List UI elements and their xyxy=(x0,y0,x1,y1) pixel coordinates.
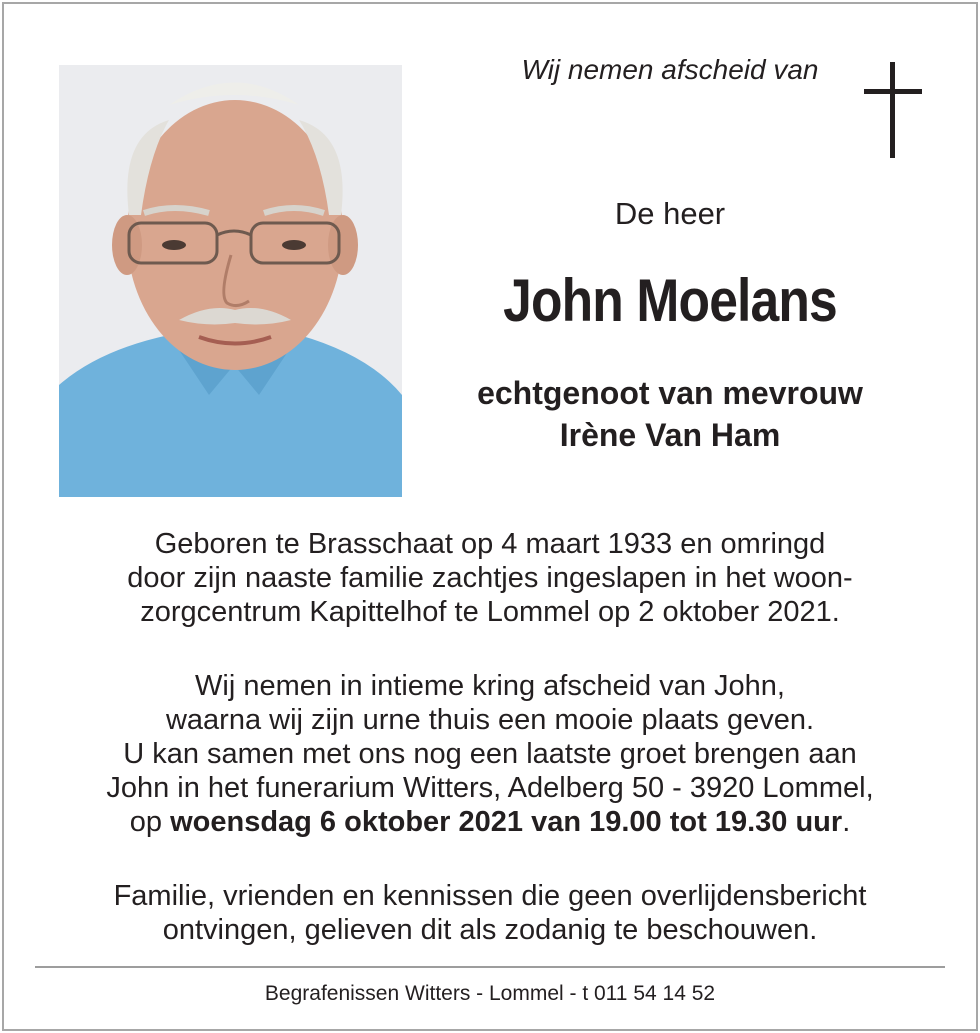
paragraph-line: U kan samen met ons nog een laatste groet brengen aan xyxy=(123,738,857,770)
paragraph-line: Familie, vrienden en kennissen die geen overlijdensbericht xyxy=(113,880,867,912)
notice-paragraph xyxy=(40,879,940,947)
deceased-name: John Moelans xyxy=(503,267,837,334)
farewell-paragraph xyxy=(40,669,940,839)
portrait-photo xyxy=(59,65,402,497)
paragraph-line: door zijn naaste familie zachtjes ingeslapen in het woon- xyxy=(127,562,853,594)
paragraph-line: Wij nemen in intieme kring afscheid van John, xyxy=(195,670,785,702)
intro-text: Wij nemen afscheid van xyxy=(521,54,819,85)
paragraph-line: ontvingen, gelieven dit als zodanig te beschouwen. xyxy=(162,914,818,946)
paragraph-line: Geboren te Brasschaat op 4 maart 1933 en omringd xyxy=(154,528,826,560)
birth-death-paragraph xyxy=(40,527,940,629)
paragraph-line: John in het funerarium Witters, Adelberg 50 - 3920 Lommel, xyxy=(106,772,874,804)
funeral-home-footer: Begrafenissen Witters - Lommel - t 011 54 14 52 xyxy=(264,982,716,1005)
visitation-prefix: op xyxy=(129,806,171,838)
spouse-line: echtgenoot van mevrouw xyxy=(477,375,863,411)
paragraph-line: waarna wij zijn urne thuis een mooie plaats geven. xyxy=(165,704,815,736)
visitation-line xyxy=(40,805,940,839)
paragraph-line: zorgcentrum Kapittelhof te Lommel op 2 oktober 2021. xyxy=(140,596,840,628)
spouse-block xyxy=(420,372,920,456)
spouse-name: Irène Van Ham xyxy=(559,417,781,453)
visitation-datetime: woensdag 6 oktober 2021 van 19.00 tot 19.30 uur xyxy=(170,806,843,838)
cross-icon xyxy=(864,62,922,158)
visitation-suffix: . xyxy=(842,806,851,838)
footer-divider xyxy=(35,966,945,968)
honorific: De heer xyxy=(614,196,726,231)
